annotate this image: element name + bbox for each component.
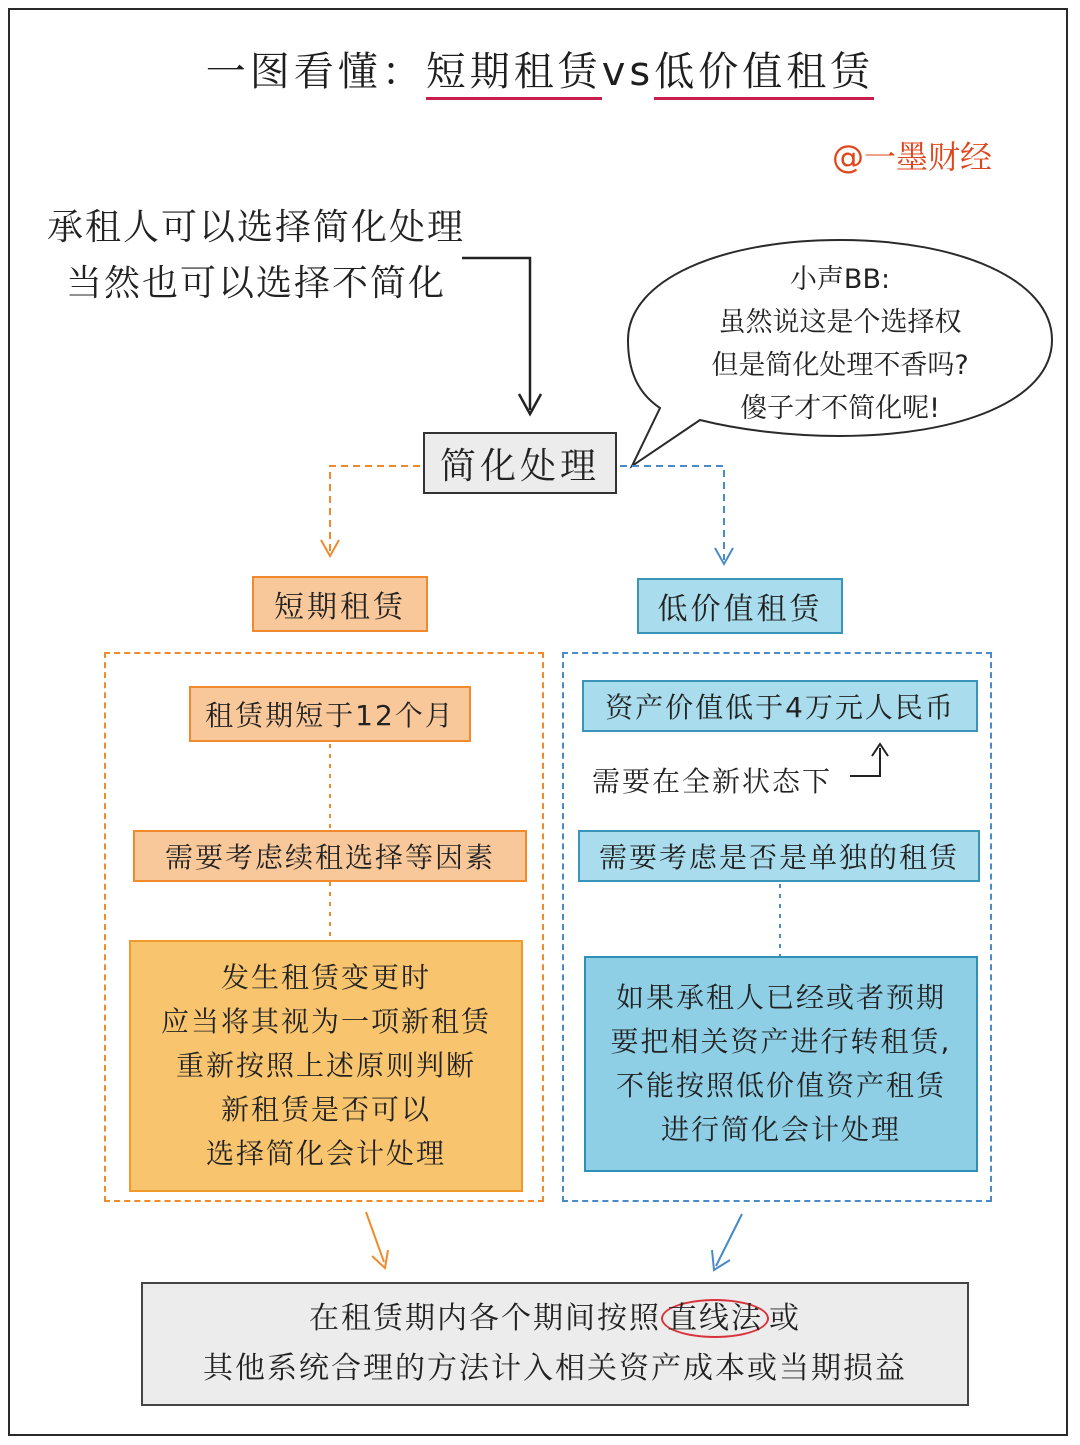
arrow-note-to-center — [462, 258, 530, 410]
short-term-condition-1: 租赁期短于12个月 — [189, 686, 471, 742]
lessee-choice-line-1: 承租人可以选择简化处理 — [46, 207, 465, 248]
modification-line-4: 新租赁是否可以 — [220, 1093, 431, 1126]
result-line-2: 其他系统合理的方法计入相关资产成本或当期损益 — [203, 1351, 907, 1386]
title-prefix: 一图看懂： — [205, 49, 426, 95]
short-to-result-line — [366, 1212, 384, 1262]
accounting-result-box — [141, 1282, 969, 1406]
result-line-1-prefix: 在租赁期内各个期间按照 — [309, 1301, 661, 1336]
title-vs: vs — [601, 49, 655, 95]
sublease-line-1: 如果承租人已经或者预期 — [615, 981, 946, 1014]
title-term-low: 低价值租赁 — [654, 49, 874, 100]
sublease-line-4: 进行简化会计处理 — [660, 1113, 901, 1146]
modification-line-1: 发生租赁变更时 — [220, 961, 431, 994]
straight-line-method-highlight: 直线法 — [661, 1299, 769, 1338]
low-value-sublease-note — [584, 956, 978, 1172]
bubble-line-3: 但是简化处理不香吗? — [711, 350, 969, 381]
branch-short-line — [330, 466, 420, 552]
title-term-short: 短期租赁 — [426, 49, 602, 100]
low-to-result-line — [716, 1214, 742, 1266]
sublease-line-3: 不能按照低价值资产租赁 — [615, 1069, 946, 1102]
branch-low-line — [620, 466, 724, 560]
result-line-1-suffix: 或 — [769, 1301, 801, 1336]
lessee-choice-line-2: 当然也可以选择不简化 — [65, 263, 446, 304]
short-term-lease-title: 短期租赁 — [252, 576, 428, 632]
sublease-line-2: 要把相关资产进行转租赁, — [610, 1025, 952, 1058]
low-value-condition-2: 需要考虑是否是单独的租赁 — [578, 830, 980, 882]
bubble-line-4: 傻子才不简化呢! — [740, 393, 940, 424]
speech-bubble-text — [660, 258, 1020, 430]
new-state-note: 需要在全新状态下 — [592, 765, 833, 798]
low-value-condition-1: 资产价值低于4万元人民币 — [582, 680, 978, 732]
low-to-result-head — [712, 1250, 730, 1270]
modification-line-2: 应当将其视为一项新租赁 — [160, 1005, 491, 1038]
bubble-line-1: 小声BB: — [789, 264, 891, 295]
short-term-condition-2: 需要考虑续租选择等因素 — [133, 830, 527, 882]
modification-line-3: 重新按照上述原则判断 — [175, 1049, 476, 1082]
brand-watermark: @一墨财经 — [832, 138, 993, 176]
low-value-lease-title: 低价值租赁 — [637, 578, 843, 634]
modification-line-5: 选择简化会计处理 — [205, 1137, 446, 1170]
short-term-modification-note — [129, 940, 523, 1192]
result-line-1 — [309, 1294, 801, 1344]
bubble-line-2: 虽然说这是个选择权 — [718, 307, 962, 338]
simplified-treatment-node: 简化处理 — [423, 432, 617, 494]
